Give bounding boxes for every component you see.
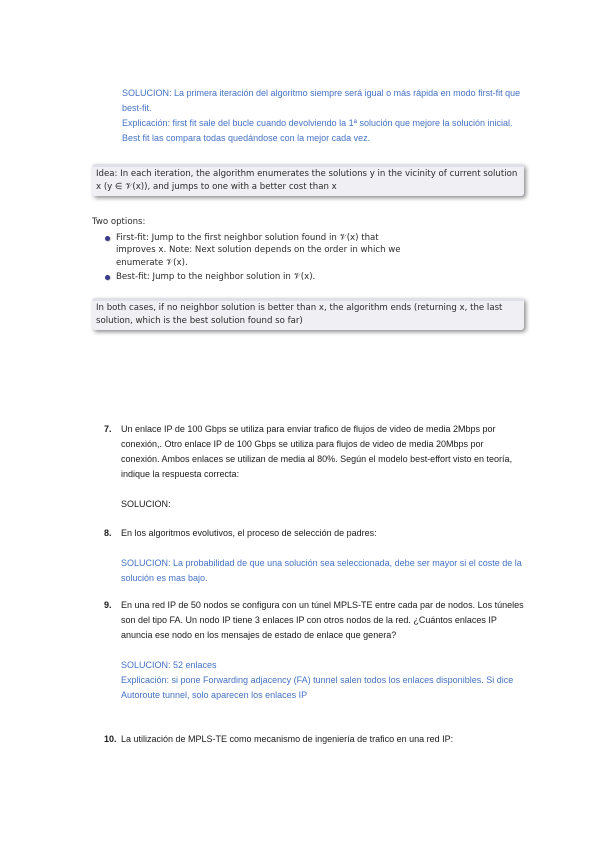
question-solution: SOLUCION: 52 enlaces	[121, 660, 217, 670]
idea-box	[92, 164, 524, 196]
question-solution: SOLUCION: La probabilidad de que una solución sea seleccionada, debe ser mayor si el coste de la solución es mas bajo.	[121, 558, 522, 583]
question-9	[104, 598, 524, 703]
question-number: 9.	[104, 600, 112, 610]
question-text: En los algoritmos evolutivos, el proceso de selección de padres:	[121, 528, 377, 538]
question-text: Un enlace IP de 100 Gbps se utiliza para enviar trafico de flujos de video de media 2Mbps por conexión,. Otro enlace IP de 100 Gbps se utiliza para flujos de video de media 20Mbps por conexión. Ambos enlaces se utilizan de media al 80%. Según el modelo best-effort visto en teoría, indique la respuesta correcta:	[121, 424, 513, 479]
options-list	[92, 232, 524, 284]
question-number: 7.	[104, 424, 112, 434]
intro-solution-text: SOLUCION: La primera iteración del algoritmo siempre será igual o más rápida en modo first-fit que best-fit.	[122, 88, 521, 113]
question-number: 10.	[104, 734, 117, 744]
option-first-fit: First-fit: Jump to the first neighbor solution found in 𝒱(x) that improves x. Note: Next solution depends on the order in which we enumerate 𝒱(x).	[92, 232, 416, 270]
question-text: En una red IP de 50 nodos se configura con un túnel MPLS-TE entre cada par de nodos. Los túneles son del tipo FA. Un nodo IP tiene 3 enlaces IP con otros nodos de la red. ¿Cuántos enlaces IP anuncia ese nodo en los mensajes de estado de enlace que genera?	[121, 600, 524, 640]
intro-solution	[122, 86, 522, 146]
end-box-text: In both cases, if no neighbor solution is better than x, the algorithm ends (returning x, the last solution, which is the best solution found so far)	[96, 303, 503, 326]
slide-options	[92, 216, 524, 286]
question-7	[104, 422, 524, 512]
end-box	[92, 298, 524, 330]
intro-explanation-text: Explicación: first fit sale del bucle cuando devolviendo la 1ª solución que mejore la solución inicial. Best fit las compara todas quedándose con la mejor cada vez.	[122, 118, 513, 143]
slide-excerpt	[92, 164, 524, 196]
question-8	[104, 526, 524, 586]
idea-box-text: Idea: In each iteration, the algorithm enumerates the solutions y in the vicinity of current solution x (y ∈ 𝒱(x)), and jumps to one with a better cost than x	[96, 169, 518, 192]
option-best-fit: Best-fit: Jump to the neighbor solution in 𝒱(x).	[92, 271, 524, 284]
question-text: La utilización de MPLS-TE como mecanismo de ingeniería de trafico en una red IP:	[121, 734, 454, 744]
question-10	[104, 732, 524, 747]
slide-end-box-wrap	[92, 298, 524, 330]
options-title: Two options:	[92, 217, 146, 227]
question-number: 8.	[104, 528, 112, 538]
question-explanation: Explicación: si pone Forwarding adjacency (FA) tunnel salen todos los enlaces disponibles. Si dice Autoroute tunnel, solo aparecen los enlaces IP	[121, 675, 514, 700]
question-solution: SOLUCION:	[121, 499, 171, 509]
